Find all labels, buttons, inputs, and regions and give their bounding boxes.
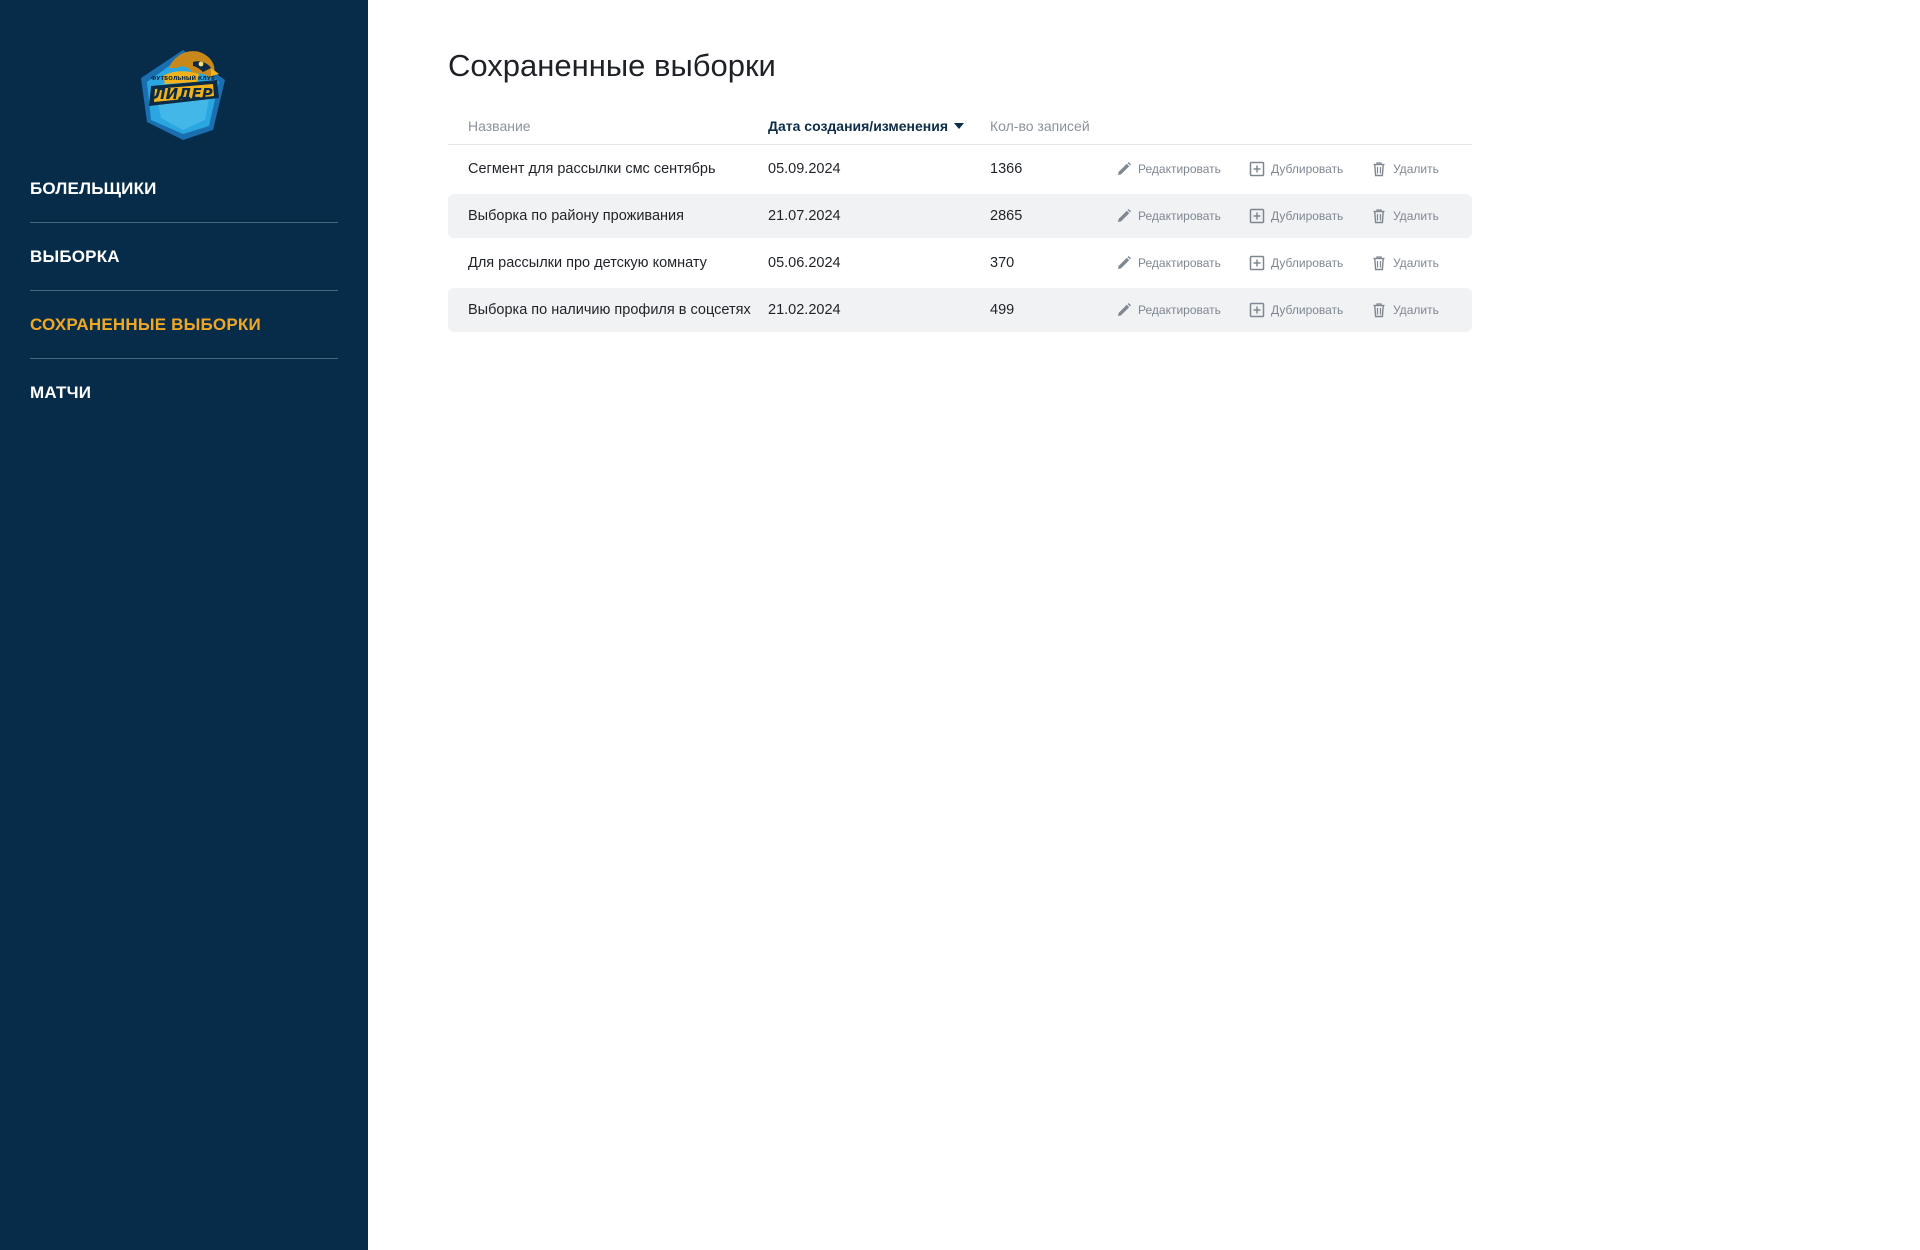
duplicate-label: Дублировать <box>1271 256 1344 270</box>
edit-button[interactable] <box>1116 302 1249 318</box>
row-count: 1366 <box>990 161 1023 177</box>
duplicate-button[interactable] <box>1249 302 1371 318</box>
trash-icon <box>1371 302 1387 318</box>
delete-label: Удалить <box>1393 209 1439 223</box>
table-header <box>448 108 1472 145</box>
delete-label: Удалить <box>1393 162 1439 176</box>
row-actions <box>1116 255 1472 271</box>
delete-label: Удалить <box>1393 303 1439 317</box>
plus-square-icon <box>1249 161 1265 177</box>
plus-square-icon <box>1249 208 1265 224</box>
column-header-name[interactable]: Название <box>468 118 531 134</box>
logo-top-text: ФУТБОЛЬНЫЙ КЛУБ <box>150 76 216 82</box>
duplicate-button[interactable] <box>1249 255 1371 271</box>
sidebar <box>0 0 368 1250</box>
edit-label: Редактировать <box>1138 256 1221 270</box>
caret-down-icon <box>954 123 964 129</box>
pencil-icon <box>1116 255 1132 271</box>
pencil-icon <box>1116 208 1132 224</box>
saved-selections-table <box>448 108 1472 332</box>
delete-button[interactable] <box>1371 255 1439 271</box>
row-actions <box>1116 208 1472 224</box>
row-name: Для рассылки про детскую комнату <box>468 255 707 271</box>
duplicate-label: Дублировать <box>1271 303 1344 317</box>
row-name: Выборка по наличию профиля в соцсетях <box>468 302 751 318</box>
row-date: 05.09.2024 <box>768 161 841 177</box>
row-date: 21.02.2024 <box>768 302 841 318</box>
sidebar-nav <box>30 155 338 427</box>
duplicate-button[interactable] <box>1249 161 1371 177</box>
delete-label: Удалить <box>1393 256 1439 270</box>
table-row <box>448 194 1472 238</box>
row-name: Сегмент для рассылки смс сентябрь <box>468 161 716 177</box>
delete-button[interactable] <box>1371 208 1439 224</box>
row-actions <box>1116 302 1472 318</box>
sidebar-item-selection[interactable]: ВЫБОРКА <box>30 223 338 291</box>
edit-button[interactable] <box>1116 161 1249 177</box>
row-actions <box>1116 161 1472 177</box>
club-logo[interactable] <box>133 42 233 142</box>
page-title: Сохраненные выборки <box>448 48 776 83</box>
trash-icon <box>1371 255 1387 271</box>
club-logo-emblem <box>133 42 233 142</box>
delete-button[interactable] <box>1371 161 1439 177</box>
duplicate-label: Дублировать <box>1271 209 1344 223</box>
column-header-count[interactable]: Кол-во записей <box>990 118 1090 134</box>
row-date: 21.07.2024 <box>768 208 841 224</box>
trash-icon <box>1371 161 1387 177</box>
sidebar-item-fans[interactable]: БОЛЕЛЬЩИКИ <box>30 155 338 223</box>
edit-label: Редактировать <box>1138 162 1221 176</box>
table-row <box>448 288 1472 332</box>
sidebar-item-matches[interactable]: МАТЧИ <box>30 383 92 402</box>
trash-icon <box>1371 208 1387 224</box>
pencil-icon <box>1116 302 1132 318</box>
plus-square-icon <box>1249 302 1265 318</box>
pencil-icon <box>1116 161 1132 177</box>
row-count: 2865 <box>990 208 1023 224</box>
column-header-date-label: Дата создания/изменения <box>768 118 949 134</box>
sidebar-item-saved-selections[interactable]: СОХРАНЕННЫЕ ВЫБОРКИ <box>30 291 338 359</box>
duplicate-label: Дублировать <box>1271 162 1344 176</box>
edit-label: Редактировать <box>1138 209 1221 223</box>
column-header-date[interactable] <box>768 118 990 134</box>
edit-label: Редактировать <box>1138 303 1221 317</box>
plus-square-icon <box>1249 255 1265 271</box>
row-date: 05.06.2024 <box>768 255 841 271</box>
table-row <box>448 147 1472 191</box>
row-count: 499 <box>990 302 1015 318</box>
row-name: Выборка по району проживания <box>468 208 684 224</box>
row-count: 370 <box>990 255 1015 271</box>
edit-button[interactable] <box>1116 255 1249 271</box>
duplicate-button[interactable] <box>1249 208 1371 224</box>
logo-name: ЛИДЕР <box>153 85 213 103</box>
edit-button[interactable] <box>1116 208 1249 224</box>
table-row <box>448 241 1472 285</box>
delete-button[interactable] <box>1371 302 1439 318</box>
